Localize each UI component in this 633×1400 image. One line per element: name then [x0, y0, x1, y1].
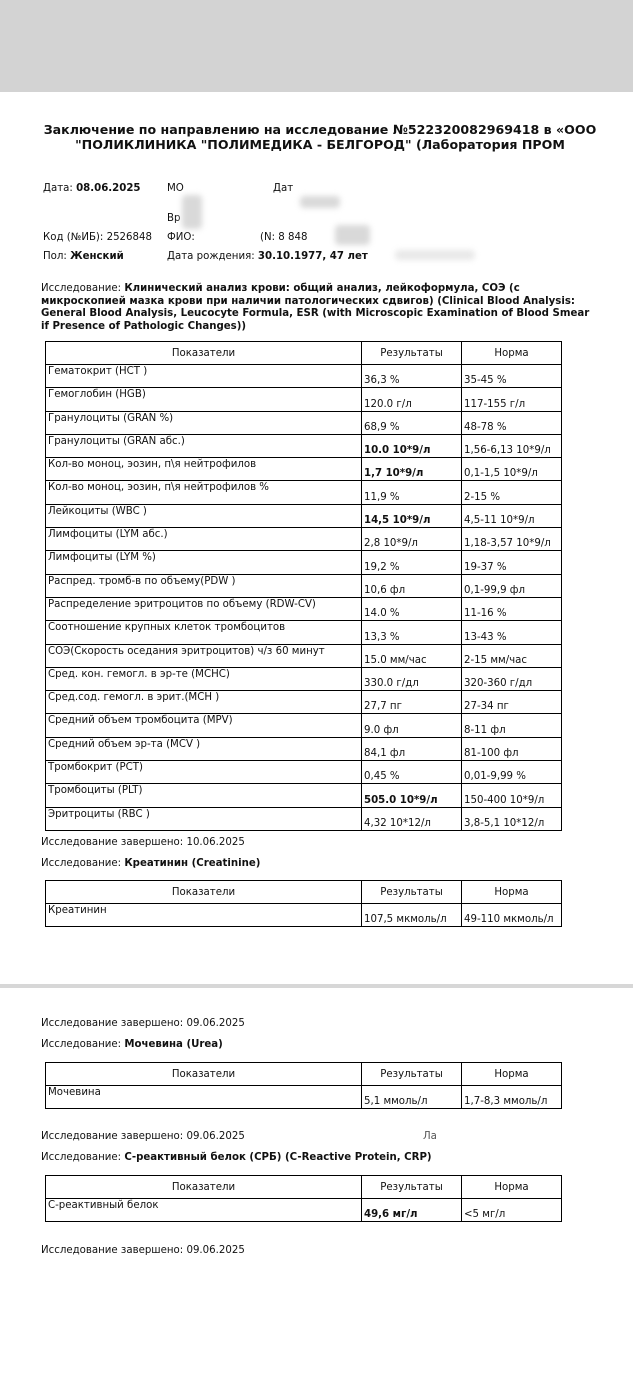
page-divider [0, 984, 633, 988]
row-indicator: Сред.сод. гемогл. в эрит.(MCH ) [46, 691, 362, 714]
row-norm: <5 мг/л [462, 1199, 562, 1222]
redaction-blur [182, 195, 202, 229]
row-result: 5,1 ммоль/л [362, 1086, 462, 1109]
row-indicator: Гранулоциты (GRAN абс.) [46, 434, 362, 457]
date-field [43, 182, 141, 195]
row-indicator: Тромбокрит (PCT) [46, 761, 362, 784]
row-indicator: Гранулоциты (GRAN %) [46, 411, 362, 434]
table-row [46, 597, 562, 620]
table-row [46, 434, 562, 457]
table-row [46, 388, 562, 411]
table-row [46, 481, 562, 504]
header-norm: Норма [462, 342, 562, 365]
cbc-table-body [46, 365, 562, 831]
row-result: 13,3 % [362, 621, 462, 644]
crp-results-table [45, 1175, 562, 1222]
header-indicator: Показатели [46, 1063, 362, 1086]
row-norm: 320-360 г/дл [462, 667, 562, 690]
date-value: 08.06.2025 [76, 183, 141, 194]
row-norm: 1,18-3,57 10*9/л [462, 528, 562, 551]
urea-completed-extra: Ла [423, 1131, 437, 1142]
header-indicator: Показатели [46, 881, 362, 904]
date-label: Дата: [43, 183, 73, 194]
row-norm: 1,7-8,3 ммоль/л [462, 1086, 562, 1109]
row-result: 19,2 % [362, 551, 462, 574]
table-header-row [46, 1176, 562, 1199]
row-result: 15.0 мм/час [362, 644, 462, 667]
table-header-row [46, 1063, 562, 1086]
row-result: 10,6 фл [362, 574, 462, 597]
row-norm: 117-155 г/л [462, 388, 562, 411]
row-result: 11,9 % [362, 481, 462, 504]
row-result: 27,7 пг [362, 691, 462, 714]
section-label: Исследование: [41, 283, 122, 294]
row-norm: 0,1-99,9 фл [462, 574, 562, 597]
section-label: Исследование: [41, 1152, 122, 1163]
header-result: Результаты [362, 342, 462, 365]
row-result: 505.0 10*9/л [362, 784, 462, 807]
cbc-results-table [45, 341, 562, 831]
row-norm: 11-16 % [462, 597, 562, 620]
row-indicator: Средний объем эр-та (MCV ) [46, 737, 362, 760]
row-indicator: Лимфоциты (LYM %) [46, 551, 362, 574]
urea-section-title [41, 1039, 596, 1052]
row-result: 84,1 фл [362, 737, 462, 760]
row-result: 14,5 10*9/л [362, 504, 462, 527]
mo-label: МО [167, 183, 184, 194]
row-result: 49,6 мг/л [362, 1199, 462, 1222]
row-indicator: Лейкоциты (WBC ) [46, 504, 362, 527]
table-header-row [46, 342, 562, 365]
row-result: 68,9 % [362, 411, 462, 434]
birth-field [167, 250, 368, 263]
row-norm: 2-15 % [462, 481, 562, 504]
row-norm: 8-11 фл [462, 714, 562, 737]
row-result: 107,5 мкмоль/л [362, 904, 462, 927]
table-row [46, 504, 562, 527]
table-row [46, 737, 562, 760]
sex-value: Женский [70, 251, 124, 262]
table-row [46, 1086, 562, 1109]
top-gray-bar [0, 0, 633, 92]
row-result: 120.0 г/л [362, 388, 462, 411]
row-norm: 27-34 пг [462, 691, 562, 714]
row-result: 36,3 % [362, 365, 462, 388]
header-norm: Норма [462, 1176, 562, 1199]
redaction-blur [395, 250, 475, 260]
row-norm: 0,1-1,5 10*9/л [462, 458, 562, 481]
sex-label: Пол: [43, 251, 67, 262]
row-result: 9.0 фл [362, 714, 462, 737]
creatinine-completed: Исследование завершено: 09.06.2025 [41, 1018, 245, 1029]
table-row [46, 551, 562, 574]
header-norm: Норма [462, 881, 562, 904]
row-result: 10.0 10*9/л [362, 434, 462, 457]
row-result: 4,32 10*12/л [362, 807, 462, 830]
header-result: Результаты [362, 1063, 462, 1086]
section-name: Креатинин (Creatinine) [124, 858, 261, 869]
table-row [46, 644, 562, 667]
row-indicator: Тромбоциты (PLT) [46, 784, 362, 807]
table-row [46, 574, 562, 597]
row-indicator: С-реактивный белок [46, 1199, 362, 1222]
table-row [46, 761, 562, 784]
row-indicator: Мочевина [46, 1086, 362, 1109]
row-norm: 2-15 мм/час [462, 644, 562, 667]
table-row [46, 714, 562, 737]
header-result: Результаты [362, 1176, 462, 1199]
dat-label: Дат [273, 183, 294, 194]
code-field [43, 231, 152, 244]
birth-value: 30.10.1977, 47 лет [257, 251, 368, 262]
section-name: Клинический анализ крови: общий анализ, лейкоформула, СОЭ (с микроскопией мазка крови при наличии патологических сдвигов) (Clinical Blood Analysis: General Blood Analysis, Leucocyte Formula, ESR (with Microscopic Examination of Blood Smear if Presence of Pathologic Changes)) [41, 283, 590, 332]
cbc-section-title [41, 283, 596, 333]
table-row [46, 667, 562, 690]
row-norm: 1,56-6,13 10*9/л [462, 434, 562, 457]
row-result: 330.0 г/дл [362, 667, 462, 690]
row-norm: 49-110 мкмоль/л [462, 904, 562, 927]
code-label: Код (№ИБ): [43, 232, 104, 243]
vr-label: Вр [167, 213, 181, 224]
document-title: Заключение по направлению на исследование №522320082969418 в «ООО "ПОЛИКЛИНИКА "ПОЛИМЕДИКА - БЕЛГОРОД" (Лаборатория ПРОМ [43, 122, 597, 152]
section-name: С-реактивный белок (СРБ) (C-Reactive Protein, CRP) [124, 1152, 432, 1163]
row-indicator: Гематокрит (HCT ) [46, 365, 362, 388]
table-row [46, 528, 562, 551]
section-name: Мочевина (Urea) [124, 1039, 223, 1050]
header-indicator: Показатели [46, 1176, 362, 1199]
cbc-completed: Исследование завершено: 10.06.2025 [41, 837, 245, 848]
row-norm: 48-78 % [462, 411, 562, 434]
row-indicator: Распределение эритроцитов по объему (RDW-CV) [46, 597, 362, 620]
redaction-blur [300, 196, 340, 208]
crp-completed: Исследование завершено: 09.06.2025 [41, 1245, 245, 1256]
birth-label: Дата рождения: [167, 251, 255, 262]
row-indicator: Распред. тромб-в по объему(PDW ) [46, 574, 362, 597]
ib-number [260, 231, 307, 244]
urea-results-table [45, 1062, 562, 1109]
urea-completed: Исследование завершено: 09.06.2025 [41, 1131, 245, 1142]
row-indicator: Средний объем тромбоцита (MPV) [46, 714, 362, 737]
code-value: 2526848 [106, 232, 152, 243]
row-indicator: Соотношение крупных клеток тромбоцитов [46, 621, 362, 644]
row-norm: 3,8-5,1 10*12/л [462, 807, 562, 830]
n-value: 848 [288, 232, 308, 243]
header-result: Результаты [362, 881, 462, 904]
row-norm: 81-100 фл [462, 737, 562, 760]
table-row [46, 458, 562, 481]
table-row [46, 621, 562, 644]
fio-label: ФИО: [167, 232, 195, 243]
row-result: 14.0 % [362, 597, 462, 620]
row-result: 0,45 % [362, 761, 462, 784]
section-label: Исследование: [41, 858, 122, 869]
table-row [46, 691, 562, 714]
n-label: (N: 8 [260, 232, 285, 243]
row-indicator: Гемоглобин (HGB) [46, 388, 362, 411]
table-row [46, 1199, 562, 1222]
row-indicator: Эритроциты (RBC ) [46, 807, 362, 830]
table-row [46, 904, 562, 927]
table-row [46, 807, 562, 830]
row-result: 2,8 10*9/л [362, 528, 462, 551]
row-norm: 150-400 10*9/л [462, 784, 562, 807]
row-norm: 19-37 % [462, 551, 562, 574]
table-row [46, 411, 562, 434]
sex-field [43, 250, 124, 263]
creatinine-results-table [45, 880, 562, 927]
section-label: Исследование: [41, 1039, 122, 1050]
row-result: 1,7 10*9/л [362, 458, 462, 481]
row-indicator: Сред. кон. гемогл. в эр-те (MCHC) [46, 667, 362, 690]
row-indicator: Креатинин [46, 904, 362, 927]
row-indicator: Кол-во моноц, эозин, п\я нейтрофилов % [46, 481, 362, 504]
row-indicator: Кол-во моноц, эозин, п\я нейтрофилов [46, 458, 362, 481]
row-indicator: Лимфоциты (LYM абс.) [46, 528, 362, 551]
crp-section-title [41, 1152, 596, 1165]
row-indicator: СОЭ(Скорость оседания эритроцитов) ч/з 60 минут [46, 644, 362, 667]
table-row [46, 784, 562, 807]
redaction-blur [335, 225, 370, 245]
row-norm: 0,01-9,99 % [462, 761, 562, 784]
header-norm: Норма [462, 1063, 562, 1086]
row-norm: 4,5-11 10*9/л [462, 504, 562, 527]
table-header-row [46, 881, 562, 904]
header-indicator: Показатели [46, 342, 362, 365]
table-row [46, 365, 562, 388]
row-norm: 13-43 % [462, 621, 562, 644]
creatinine-section-title [41, 858, 596, 871]
row-norm: 35-45 % [462, 365, 562, 388]
